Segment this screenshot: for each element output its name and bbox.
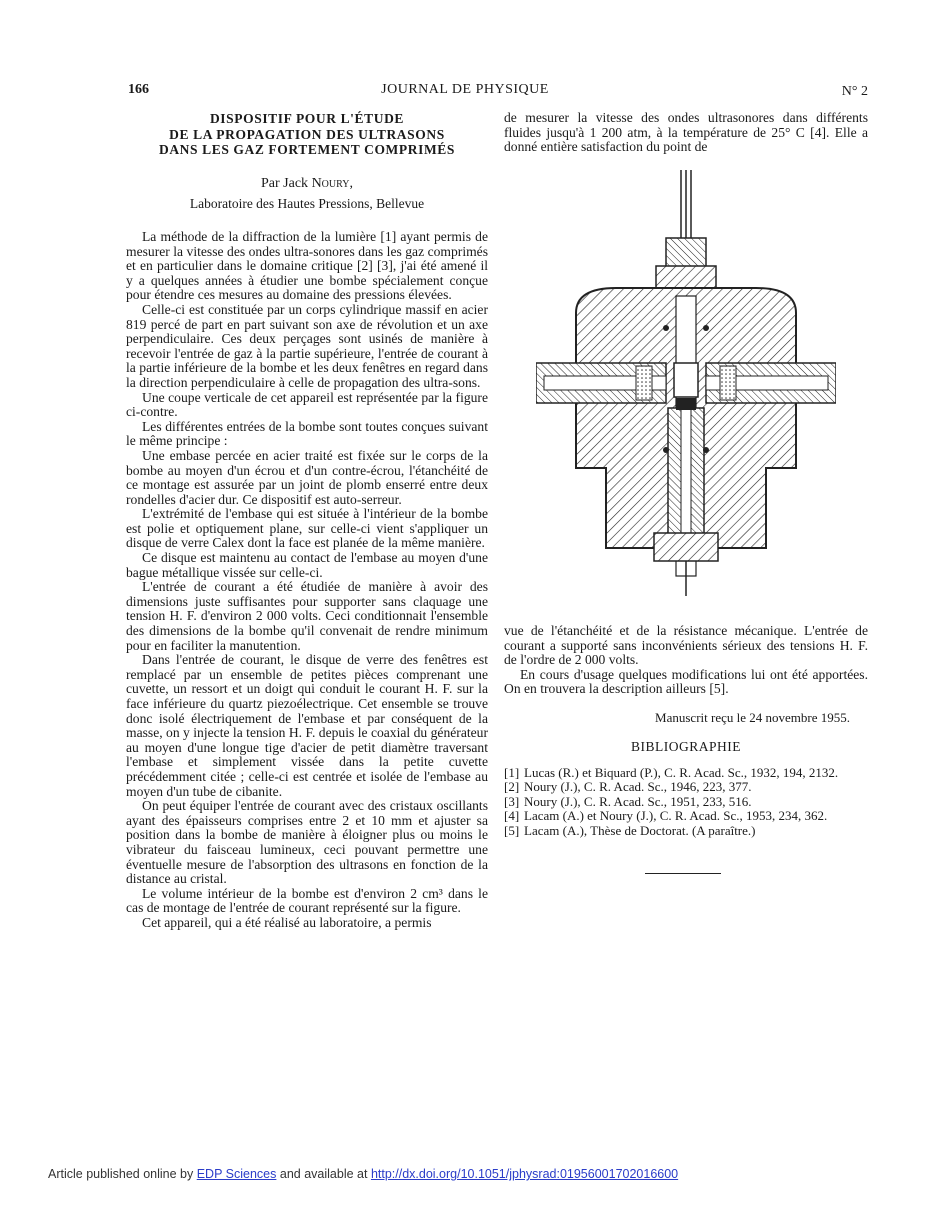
bibliography-heading: BIBLIOGRAPHIE xyxy=(631,739,741,754)
publication-footer xyxy=(48,1167,678,1181)
author-line xyxy=(126,174,488,194)
paragraph: Cet appareil, qui a été réalisé au laboratoire, a permis xyxy=(142,914,432,930)
reference-item xyxy=(504,809,868,823)
bomb-cross-section-figure xyxy=(536,168,836,598)
paragraph: On peut équiper l'entrée de courant avec des cristaux oscillants ayant des épaisseurs comprises entre 2 et 10 mm et ajuster sa position dans la bombe de manière à éloigner plus ou moins le vibrateur du faisceau lumineux, ceci pouvant permettre une éventuelle mesure de l'absorption des ultrasons en fonction de la distance au cristal. xyxy=(126,798,488,887)
reference-item xyxy=(504,780,868,794)
body-right-after-figure xyxy=(504,624,868,697)
reference-number: [4] xyxy=(504,808,520,824)
title-line: DE LA PROPAGATION DES ULTRASONS xyxy=(169,126,445,142)
paragraph: Celle-ci est constituée par un corps cylindrique massif en acier 819 percé de part en part suivant son axe de révolution et un axe perpendiculaire. Ces deux perçages sont usinés de manière à recevoir l'entrée de gaz à la partie supérieure, l'entrée de courant à la partie inférieure de la bombe et les deux fenêtres en regard dans la direction perpendiculaire à celle de propagation des ultra-sons. xyxy=(126,301,488,390)
affiliation: Laboratoire des Hautes Pressions, Bellevue xyxy=(189,196,425,211)
publisher-link[interactable]: EDP Sciences xyxy=(196,1167,277,1181)
reference-number: [1] xyxy=(504,765,520,780)
paragraph: Une embase percée en acier traité est fixée sur le corps de la bombe au moyen d'un écrou et d'un contre-écrou, l'étanchéité de ce montage est assurée par un joint de plomb enserré entre deux rondelles d'acier dur. Ce dispositif est auto-serreur. xyxy=(126,447,488,507)
paragraph: Ce disque est maintenu au contact de l'embase au moyen d'une bague métallique vissée sur celle-ci. xyxy=(126,550,488,580)
journal-name: JOURNAL DE PHYSIQUE xyxy=(381,82,549,97)
reference-number: [3] xyxy=(504,793,520,809)
page-number: 166 xyxy=(128,82,149,97)
reference-number: [5] xyxy=(504,822,520,838)
body-left-column xyxy=(126,230,488,931)
reference-item xyxy=(504,766,868,780)
doi-link[interactable]: http://dx.doi.org/10.1051/jphysrad:01956001702016600 xyxy=(370,1167,679,1181)
reference-text: Lacam (A.), Thèse de Doctorat. (A paraître.) xyxy=(524,822,756,838)
paragraph: L'entrée de courant a été étudiée de manière à avoir des dimensions juste suffisantes pour supporter sans claquage une tension H. F. d'environ 2 000 volts. Ceci conditionnait l'ensemble des dimensions de la bombe qu'il convenait de rendre minimum pour en faciliter la manutention. xyxy=(126,579,488,653)
end-rule xyxy=(645,873,721,874)
article-title xyxy=(126,111,488,158)
author-name: Noury, xyxy=(311,176,353,191)
body-right-top xyxy=(504,111,868,155)
author-block xyxy=(126,174,488,214)
paragraph: de mesurer la vitesse des ondes ultrasonores dans différents fluides jusqu'à 1 200 atm, à la température de 25° C [4]. Elle a donné entière satisfaction du point de xyxy=(504,110,868,155)
reference-text: Lacam (A.) et Noury (J.), C. R. Acad. Sc., 1953, 234, 362. xyxy=(524,808,828,824)
title-line: DANS LES GAZ FORTEMENT COMPRIMÉS xyxy=(158,142,455,158)
paragraph: Les différentes entrées de la bombe sont toutes conçues suivant le même principe : xyxy=(126,418,488,449)
paragraph: La méthode de la diffraction de la lumière [1] ayant permis de mesurer la vitesse des ondes ultra-sonores dans les gaz comprimés et en particulier dans le domaine critique [2] [3], j'ai été amené il y a quelques années à étudier une bombe spécialement conçue pour étendre ces mesures au domaine des pressions élevées. xyxy=(126,229,488,303)
title-line: DISPOSITIF POUR L'ÉTUDE xyxy=(209,111,405,126)
issue-number: N° 2 xyxy=(841,84,868,99)
author-prefix: Par Jack xyxy=(261,176,309,191)
paragraph: Le volume intérieur de la bombe est d'environ 2 cm³ dans le cas de montage de l'entrée de courant représenté sur la figure. xyxy=(126,885,488,916)
paragraph: vue de l'étanchéité et de la résistance mécanique. L'entrée de courant a supporté sans inconvénients sérieux des tensions H. F. de l'ordre de 2 000 volts. xyxy=(504,623,868,668)
footer-prefix: Article published online by xyxy=(48,1167,194,1181)
reference-text: Noury (J.), C. R. Acad. Sc., 1946, 223, 377. xyxy=(524,779,752,795)
paragraph: En cours d'usage quelques modifications lui ont été apportées. On en trouvera la description ailleurs [5]. xyxy=(504,666,868,697)
reference-text: Lucas (R.) et Biquard (P.), C. R. Acad. Sc., 1932, 194, 2132. xyxy=(524,765,839,780)
reference-list xyxy=(504,766,868,838)
reference-number: [2] xyxy=(504,779,520,795)
paragraph: Une coupe verticale de cet appareil est représentée par la figure ci-contre. xyxy=(126,389,488,420)
reference-item xyxy=(504,795,868,809)
paragraph: Dans l'entrée de courant, le disque de verre des fenêtres est remplacé par un ensemble de petites pièces comprenant une cuvette, un ressort et un doigt qui conduit le courant H. F. sur la face inférieure du quartz piezoélectrique. Cet ensemble se trouve donc isolé électriquement de l'embase et par conséquent de la masse, on y injecte la tension H. F. depuis le coaxial du générateur au moyen d'une longue tige d'acier de petit diamètre traversant l'embase et simplement vissée dans la petite cuvette précédemment citée ; celle-ci est centrée et isolée de l'embase au moyen d'un tube de cibanite. xyxy=(126,652,488,799)
paragraph: L'extrémité de l'embase qui est située à l'intérieur de la bombe est polie et optiquement plane, sur celle-ci vient s'appliquer un disque de verre Calex dont la face est planée de la même manière. xyxy=(126,506,488,551)
reference-item xyxy=(504,824,868,838)
received-date: Manuscrit reçu le 24 novembre 1955. xyxy=(655,710,850,725)
footer-middle: and available at xyxy=(279,1167,368,1181)
reference-text: Noury (J.), C. R. Acad. Sc., 1951, 233, 516. xyxy=(524,793,752,809)
